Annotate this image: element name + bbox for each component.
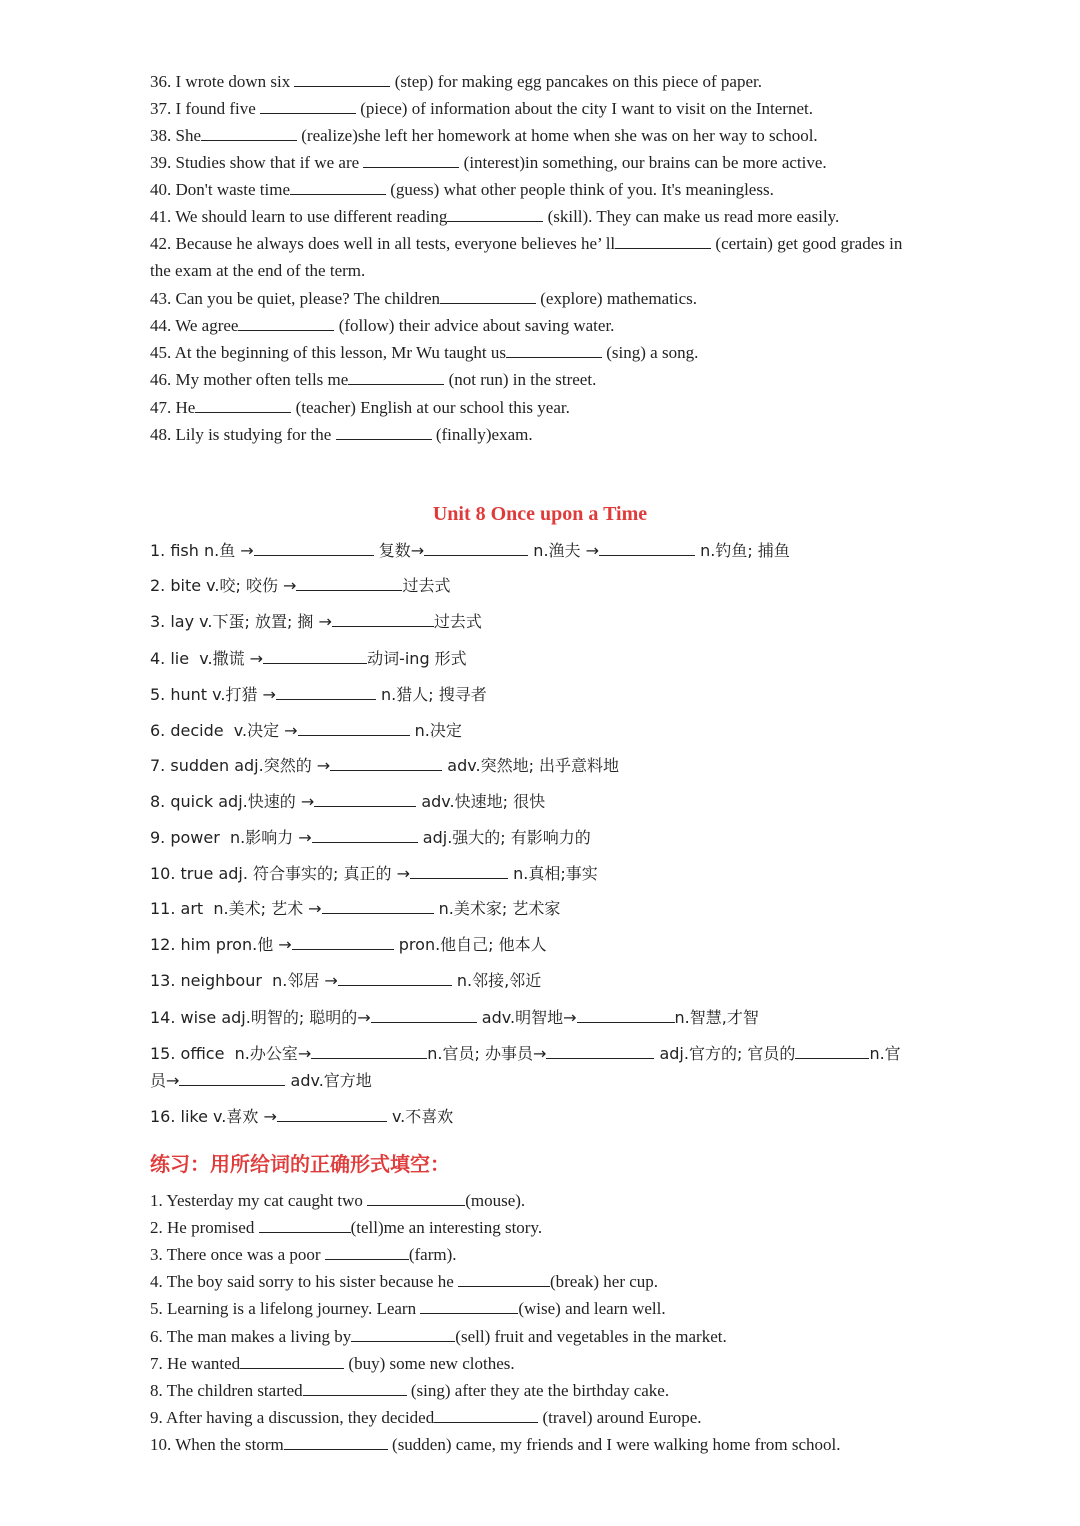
answer-blank[interactable]: [599, 540, 695, 556]
exercise-1: [150, 1190, 525, 1211]
vocab-text: n.钓鱼; 捕鱼: [695, 541, 790, 560]
question-number: 45.: [150, 343, 172, 362]
vocab-text: n.邻接,邻近: [451, 971, 542, 990]
exercise-6: [150, 1326, 727, 1347]
answer-blank[interactable]: [440, 288, 536, 304]
vocab-item-16: [150, 1106, 453, 1127]
vocab-text: 14. wise adj.明智的; 聪明的→: [150, 1008, 371, 1027]
vocab-item-15-continued: [150, 1070, 372, 1091]
vocab-text: 9. power n.影响力 →: [150, 828, 312, 847]
question-text: I wrote down six: [175, 72, 295, 91]
answer-blank[interactable]: [336, 424, 432, 440]
vocab-item-5: [150, 684, 487, 705]
vocab-text: 16. like v.喜欢 →: [150, 1107, 277, 1126]
answer-blank[interactable]: [371, 1007, 477, 1023]
question-text: Don't waste time: [175, 180, 290, 199]
exercise-text: 7. He wanted: [150, 1354, 241, 1373]
vocab-item-12: [150, 934, 547, 955]
answer-blank[interactable]: [240, 1353, 344, 1369]
question-text: (certain) get good grades in: [711, 234, 903, 253]
question-42: [150, 233, 902, 254]
exercise-text: 8. The children started: [150, 1381, 303, 1400]
answer-blank[interactable]: [311, 1043, 427, 1059]
question-text: (realize)she left her homework at home when she was on her way to school.: [297, 126, 818, 145]
vocab-item-2: [150, 575, 450, 596]
exercise-7: [150, 1353, 515, 1374]
question-text: My mother often tells me: [175, 370, 349, 389]
answer-blank[interactable]: [795, 1043, 869, 1059]
answer-blank[interactable]: [263, 648, 367, 664]
exercise-text: (sing) after they ate the birthday cake.: [406, 1381, 670, 1400]
vocab-item-13: [150, 970, 541, 991]
vocab-text: 10. true adj. 符合事实的; 真正的 →: [150, 864, 411, 883]
answer-blank[interactable]: [290, 179, 386, 195]
answer-blank[interactable]: [447, 206, 543, 222]
question-45: [150, 342, 698, 363]
question-number: 37.: [150, 99, 172, 118]
exercise-text: 5. Learning is a lifelong journey. Learn: [150, 1299, 421, 1318]
vocab-text: 1. fish n.鱼 →: [150, 541, 254, 560]
question-text: (explore) mathematics.: [536, 289, 697, 308]
answer-blank[interactable]: [410, 863, 508, 879]
answer-blank[interactable]: [332, 611, 434, 627]
question-text: We agree: [175, 316, 239, 335]
question-text: (teacher) English at our school this year.: [291, 398, 570, 417]
vocab-item-9: [150, 827, 591, 848]
exercise-text: 1. Yesterday my cat caught two: [150, 1191, 368, 1210]
question-36: [150, 71, 762, 92]
question-number: 46.: [150, 370, 172, 389]
answer-blank[interactable]: [506, 342, 602, 358]
vocab-item-14: [150, 1007, 759, 1028]
question-number: 40.: [150, 180, 172, 199]
vocab-text: adj.官方的; 官员的: [654, 1044, 796, 1063]
question-text: (interest)in something, our brains can be more active.: [459, 153, 827, 172]
exercise-text: 4. The boy said sorry to his sister because he: [150, 1272, 458, 1291]
answer-blank[interactable]: [434, 1407, 538, 1423]
vocab-item-6: [150, 720, 462, 741]
exercise-text: (travel) around Europe.: [538, 1408, 702, 1427]
vocab-text: v.不喜欢: [386, 1107, 454, 1126]
answer-blank[interactable]: [338, 970, 452, 986]
answer-blank[interactable]: [292, 934, 394, 950]
question-40: [150, 179, 774, 200]
answer-blank[interactable]: [254, 540, 374, 556]
vocab-item-3: [150, 611, 482, 632]
question-number: 47.: [150, 398, 172, 417]
exercise-10: [150, 1434, 841, 1455]
question-text: At the beginning of this lesson, Mr Wu taught us: [174, 343, 506, 362]
question-39: [150, 152, 827, 173]
exercise-text: (farm).: [408, 1245, 457, 1264]
question-number: 43.: [150, 289, 172, 308]
vocab-text: 过去式: [402, 576, 451, 595]
exercise-5: [150, 1298, 666, 1319]
answer-blank[interactable]: [325, 1244, 409, 1260]
answer-blank[interactable]: [546, 1043, 654, 1059]
question-48: [150, 424, 533, 445]
question-text: (not run) in the street.: [444, 370, 597, 389]
question-41: [150, 206, 839, 227]
answer-blank[interactable]: [294, 71, 390, 87]
vocab-text: 13. neighbour n.邻居 →: [150, 971, 338, 990]
exercise-text: (break) her cup.: [549, 1272, 659, 1291]
vocab-text: 12. him pron.他 →: [150, 935, 292, 954]
exercise-text: (sell) fruit and vegetables in the market.: [455, 1327, 727, 1346]
question-38: [150, 125, 818, 146]
question-text: Can you be quiet, please? The children: [175, 289, 441, 308]
vocab-text: 员→: [150, 1071, 180, 1090]
question-text: (skill). They can make us read more easily.: [543, 207, 840, 226]
vocab-text: adv.突然地; 出乎意料地: [442, 756, 620, 775]
answer-blank[interactable]: [238, 315, 334, 331]
question-text: She: [175, 126, 201, 145]
exercise-title: 练习：用所给词的正确形式填空：: [150, 1152, 450, 1176]
exercise-text: 10. When the storm: [150, 1435, 284, 1454]
answer-blank[interactable]: [303, 1380, 407, 1396]
vocab-item-1: [150, 540, 790, 561]
question-42-continued: [150, 261, 365, 281]
question-text: He: [175, 398, 196, 417]
exercise-text: (mouse).: [465, 1191, 526, 1210]
answer-blank[interactable]: [201, 125, 297, 141]
answer-blank[interactable]: [458, 1271, 550, 1287]
question-text: Studies show that if we are: [175, 153, 364, 172]
question-47: [150, 397, 570, 418]
vocab-text: n.美术家; 艺术家: [433, 899, 561, 918]
vocab-item-8: [150, 791, 545, 812]
question-number: 36.: [150, 72, 172, 91]
question-text: Because he always does well in all tests, everyone believes he’ ll: [175, 234, 616, 253]
vocab-item-4: [150, 648, 467, 669]
question-text: (guess) what other people think of you. It's meaningless.: [385, 180, 774, 199]
vocab-text: n.猎人; 搜寻者: [375, 685, 487, 704]
vocab-text: n.渔夫 →: [528, 541, 600, 560]
vocab-text: 11. art n.美术; 艺术 →: [150, 899, 322, 918]
vocab-text: adj.强大的; 有影响力的: [417, 828, 591, 847]
vocab-text: 6. decide v.决定 →: [150, 721, 298, 740]
question-text: (piece) of information about the city I want to visit on the Internet.: [356, 99, 813, 118]
vocab-text: 3. lay v.下蛋; 放置; 搁 →: [150, 612, 332, 631]
answer-blank[interactable]: [277, 1106, 387, 1122]
vocab-item-15: [150, 1043, 901, 1064]
vocab-text: 2. bite v.咬; 咬伤 →: [150, 576, 297, 595]
answer-blank[interactable]: [195, 397, 291, 413]
vocab-text: 7. sudden adj.突然的 →: [150, 756, 331, 775]
answer-blank[interactable]: [348, 369, 444, 385]
exercise-2: [150, 1217, 542, 1238]
question-number: 38.: [150, 126, 172, 145]
question-text: We should learn to use different reading: [175, 207, 448, 226]
answer-blank[interactable]: [330, 755, 442, 771]
answer-blank[interactable]: [179, 1070, 285, 1086]
vocab-item-11: [150, 898, 560, 919]
question-text: (finally)exam.: [431, 425, 533, 444]
answer-blank[interactable]: [420, 1298, 518, 1314]
question-text: (step) for making egg pancakes on this piece of paper.: [390, 72, 762, 91]
exercise-text: (buy) some new clothes.: [344, 1354, 515, 1373]
question-44: [150, 315, 614, 336]
vocab-text: n.官员; 办事员→: [427, 1044, 547, 1063]
exercise-4: [150, 1271, 658, 1292]
vocab-text: n.真相;事实: [508, 864, 598, 883]
answer-blank[interactable]: [314, 791, 416, 807]
exercise-text: (sudden) came, my friends and I were walking home from school.: [387, 1435, 841, 1454]
answer-blank[interactable]: [259, 1217, 351, 1233]
vocab-text: adv.明智地→: [476, 1008, 577, 1027]
question-number: 44.: [150, 316, 172, 335]
answer-blank[interactable]: [284, 1434, 388, 1450]
vocab-text: 4. lie v.撒谎 →: [150, 649, 264, 668]
exercise-text: 9. After having a discussion, they decided: [150, 1408, 435, 1427]
vocab-text: 8. quick adj.快速的 →: [150, 792, 315, 811]
exercise-8: [150, 1380, 669, 1401]
vocab-text: n.官: [869, 1044, 901, 1063]
question-text: (sing) a song.: [602, 343, 699, 362]
answer-blank[interactable]: [260, 98, 356, 114]
answer-blank[interactable]: [363, 152, 459, 168]
question-number: 41.: [150, 207, 172, 226]
vocab-text: pron.他自己; 他本人: [393, 935, 547, 954]
exercise-text: 2. He promised: [150, 1218, 259, 1237]
answer-blank[interactable]: [298, 720, 410, 736]
question-text: I found five: [175, 99, 261, 118]
question-37: [150, 98, 813, 119]
exercise-text: (wise) and learn well.: [518, 1299, 666, 1318]
answer-blank[interactable]: [615, 233, 711, 249]
question-text: (follow) their advice about saving water.: [334, 316, 615, 335]
question-46: [150, 369, 596, 390]
answer-blank[interactable]: [577, 1007, 675, 1023]
exercise-text: 3. There once was a poor: [150, 1245, 325, 1264]
vocab-text: 15. office n.办公室→: [150, 1044, 312, 1063]
question-number: 39.: [150, 153, 172, 172]
answer-blank[interactable]: [367, 1190, 465, 1206]
exercise-text: 6. The man makes a living by: [150, 1327, 352, 1346]
exercise-9: [150, 1407, 702, 1428]
unit-title: Unit 8 Once upon a Time: [432, 503, 648, 525]
question-text: the exam at the end of the term.: [150, 261, 366, 280]
exercise-3: [150, 1244, 457, 1265]
answer-blank[interactable]: [276, 684, 376, 700]
vocab-item-7: [150, 755, 619, 776]
question-number: 42.: [150, 234, 172, 253]
answer-blank[interactable]: [296, 575, 402, 591]
answer-blank[interactable]: [312, 827, 418, 843]
vocab-item-10: [150, 863, 598, 884]
vocab-text: 过去式: [433, 612, 482, 631]
vocab-text: n.智慧,才智: [674, 1008, 759, 1027]
question-43: [150, 288, 697, 309]
question-text: Lily is studying for the: [175, 425, 336, 444]
vocab-text: 复数→: [373, 541, 425, 560]
vocab-text: adv.官方地: [285, 1071, 372, 1090]
vocab-text: 5. hunt v.打猎 →: [150, 685, 276, 704]
answer-blank[interactable]: [424, 540, 528, 556]
vocab-text: adv.快速地; 很快: [416, 792, 546, 811]
vocab-text: 动词-ing 形式: [367, 649, 467, 668]
answer-blank[interactable]: [351, 1326, 455, 1342]
answer-blank[interactable]: [322, 898, 434, 914]
exercise-text: (tell)me an interesting story.: [350, 1218, 543, 1237]
vocab-text: n.决定: [409, 721, 462, 740]
question-number: 48.: [150, 425, 172, 444]
